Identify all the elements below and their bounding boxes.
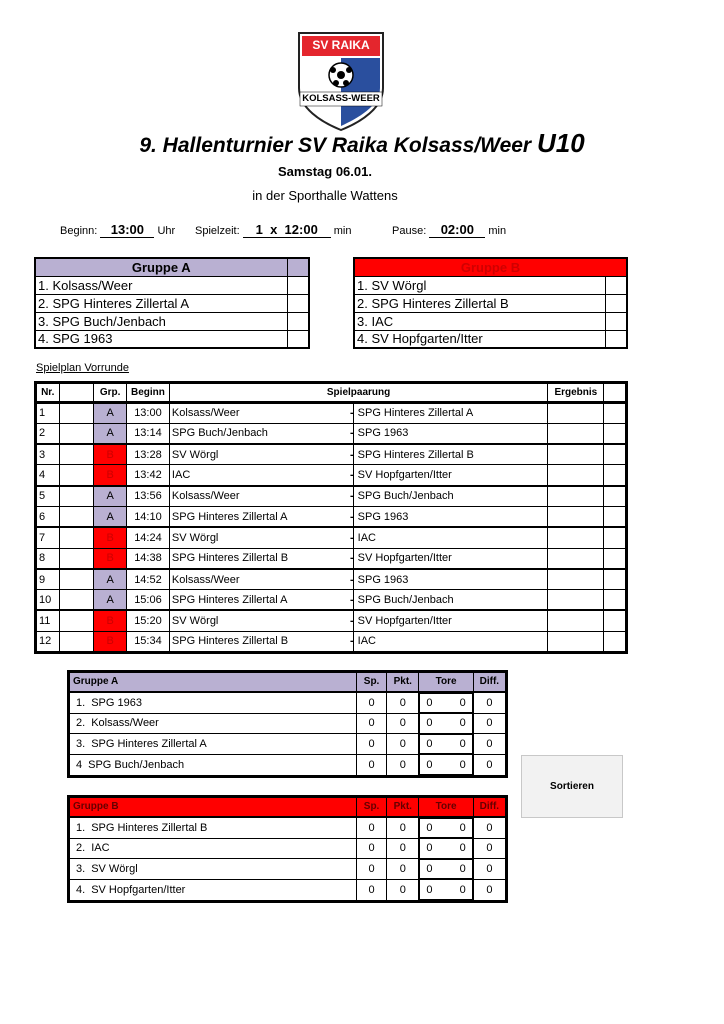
standings-team: SV Wörgl xyxy=(91,862,138,875)
standings-goals: 0 xyxy=(459,862,466,875)
standings-team-cell xyxy=(69,859,357,880)
match-result[interactable] xyxy=(548,548,604,569)
match-home: SPG Hinteres Zillertal B xyxy=(169,631,353,652)
pause-label: Pause: xyxy=(392,225,427,237)
standings-diff: 0 xyxy=(473,734,506,755)
event-date: Samstag 06.01. xyxy=(278,164,372,179)
match-result[interactable] xyxy=(548,444,604,465)
match-result-extra[interactable] xyxy=(604,610,627,631)
standings-team: SPG 1963 xyxy=(91,696,142,709)
match-blank xyxy=(59,548,94,569)
match-blank xyxy=(59,465,94,486)
match-home: SV Wörgl xyxy=(169,610,353,631)
match-time: 14:52 xyxy=(126,569,169,590)
match-group: A xyxy=(94,506,127,527)
match-away xyxy=(349,610,547,631)
standings-b-title: Gruppe B xyxy=(69,797,357,817)
match-nr: 4 xyxy=(36,465,60,486)
pause-value: 02:00 xyxy=(429,222,485,238)
match-home: Kolsass/Weer xyxy=(169,569,353,590)
standings-sp: 0 xyxy=(356,734,386,755)
match-blank xyxy=(59,403,94,424)
match-away-team: IAC xyxy=(357,635,376,648)
match-away xyxy=(349,569,547,590)
match-away xyxy=(349,590,547,611)
match-away xyxy=(349,465,547,486)
standings-team: SV Hopfgarten/Itter xyxy=(91,883,186,896)
match-nr: 10 xyxy=(36,590,60,611)
match-home: SPG Hinteres Zillertal A xyxy=(169,590,353,611)
standings-team: SPG Buch/Jenbach xyxy=(88,758,185,771)
standings-rank: 2. xyxy=(76,717,86,730)
standings-team-cell xyxy=(69,754,357,776)
match-nr: 6 xyxy=(36,506,60,527)
match-result[interactable] xyxy=(548,527,604,548)
logo-top-text: SV RAIKA xyxy=(312,38,370,52)
title-main: 9. Hallenturnier SV Raika Kolsass/Weer xyxy=(139,134,532,157)
col-nr: Nr. xyxy=(36,383,60,403)
match-result-extra[interactable] xyxy=(604,506,627,527)
spielzeit-x: x xyxy=(270,222,278,237)
match-away xyxy=(349,423,547,444)
schedule-table xyxy=(34,381,628,654)
standings-tore xyxy=(419,818,472,839)
club-logo xyxy=(296,30,386,132)
match-home: SV Wörgl xyxy=(169,527,353,548)
match-time: 13:28 xyxy=(126,444,169,465)
standings-goals: 0 xyxy=(426,758,433,771)
standings-diff: 0 xyxy=(473,713,506,734)
match-group: A xyxy=(94,403,127,424)
match-result-extra[interactable] xyxy=(604,465,627,486)
col-beginn: Beginn xyxy=(126,383,169,403)
match-blank xyxy=(59,527,94,548)
standings-goals: 0 xyxy=(426,821,433,834)
match-time: 13:42 xyxy=(126,465,169,486)
standings-sp: 0 xyxy=(356,879,386,901)
standings-team-cell xyxy=(69,817,357,839)
standings-team-cell xyxy=(69,734,357,755)
match-time: 14:24 xyxy=(126,527,169,548)
col-empty xyxy=(604,383,627,403)
match-result-extra[interactable] xyxy=(604,548,627,569)
col-sp: Sp. xyxy=(356,797,386,817)
beginn-label: Beginn: xyxy=(60,225,98,237)
match-result[interactable] xyxy=(548,486,604,507)
match-away xyxy=(349,444,547,465)
group-a-cell xyxy=(287,330,309,348)
match-time: 14:38 xyxy=(126,548,169,569)
standings-tore xyxy=(419,713,472,734)
match-separator: - xyxy=(349,635,354,648)
match-away xyxy=(349,631,547,652)
group-b-list xyxy=(353,257,628,349)
col-diff: Diff. xyxy=(473,672,506,692)
match-blank xyxy=(59,423,94,444)
standings-goals: 0 xyxy=(459,737,466,750)
match-time: 15:20 xyxy=(126,610,169,631)
match-group: B xyxy=(94,631,127,652)
match-separator: - xyxy=(349,448,354,461)
match-away-team: SV Hopfgarten/Itter xyxy=(357,615,452,628)
match-blank xyxy=(59,444,94,465)
standings-group-a xyxy=(67,670,508,778)
standings-goals: 0 xyxy=(426,696,433,709)
match-group: B xyxy=(94,610,127,631)
standings-tore xyxy=(419,859,472,880)
match-result-extra[interactable] xyxy=(604,403,627,424)
standings-goals: 0 xyxy=(426,883,433,896)
col-diff: Diff. xyxy=(473,797,506,817)
match-separator: - xyxy=(349,531,354,544)
match-group: A xyxy=(94,569,127,590)
standings-rank: 3. xyxy=(76,862,86,875)
match-nr: 12 xyxy=(36,631,60,652)
col-pkt: Pkt. xyxy=(387,797,419,817)
standings-pkt: 0 xyxy=(387,713,419,734)
group-b-team: 1. SV Wörgl xyxy=(354,276,605,294)
match-separator: - xyxy=(349,427,354,440)
match-away xyxy=(349,506,547,527)
standings-sp: 0 xyxy=(356,754,386,776)
match-time: 15:06 xyxy=(126,590,169,611)
match-separator: - xyxy=(349,469,354,482)
standings-team: IAC xyxy=(91,842,110,855)
match-row xyxy=(36,444,627,465)
match-group: B xyxy=(94,548,127,569)
spielzeit-value-box xyxy=(243,222,331,238)
match-result-extra[interactable] xyxy=(604,631,627,652)
match-away xyxy=(349,403,547,424)
standings-goals: 0 xyxy=(459,883,466,896)
standings-diff: 0 xyxy=(473,859,506,880)
standings-diff: 0 xyxy=(473,879,506,901)
match-row xyxy=(36,590,627,611)
match-nr: 11 xyxy=(36,610,60,631)
match-nr: 2 xyxy=(36,423,60,444)
group-b-team: 4. SV Hopfgarten/Itter xyxy=(354,330,605,348)
standings-row xyxy=(69,817,507,839)
standings-a-title: Gruppe A xyxy=(69,672,357,692)
match-result[interactable] xyxy=(548,423,604,444)
match-nr: 7 xyxy=(36,527,60,548)
match-away-team: SPG Hinteres Zillertal B xyxy=(357,448,474,461)
standings-rank: 2. xyxy=(76,842,86,855)
standings-goals: 0 xyxy=(459,842,466,855)
standings-goals: 0 xyxy=(426,737,433,750)
group-a-team: 2. SPG Hinteres Zillertal A xyxy=(35,294,287,312)
match-away xyxy=(349,548,547,569)
standings-pkt: 0 xyxy=(387,692,419,714)
match-row xyxy=(36,569,627,590)
standings-group-b xyxy=(67,795,508,903)
group-b-team: 2. SPG Hinteres Zillertal B xyxy=(354,294,605,312)
match-away-team: SPG 1963 xyxy=(357,510,409,523)
match-away-team: SPG 1963 xyxy=(357,573,409,586)
match-home: SV Wörgl xyxy=(169,444,353,465)
match-time: 13:00 xyxy=(126,403,169,424)
beginn-value: 13:00 xyxy=(100,222,154,238)
match-blank xyxy=(59,590,94,611)
match-blank xyxy=(59,506,94,527)
match-time: 13:14 xyxy=(126,423,169,444)
col-empty xyxy=(59,383,94,403)
pause-info xyxy=(392,222,506,238)
event-venue: in der Sporthalle Wattens xyxy=(252,188,398,203)
match-row xyxy=(36,486,627,507)
match-nr: 8 xyxy=(36,548,60,569)
standings-goals: 0 xyxy=(426,717,433,730)
match-result[interactable] xyxy=(548,569,604,590)
standings-diff: 0 xyxy=(473,838,506,859)
sort-button[interactable]: Sortieren xyxy=(521,755,623,818)
match-result-extra[interactable] xyxy=(604,590,627,611)
col-tore: Tore xyxy=(419,797,473,817)
standings-diff: 0 xyxy=(473,692,506,714)
match-separator: - xyxy=(349,490,354,503)
group-a-cell xyxy=(287,294,309,312)
col-pairing: Spielpaarung xyxy=(169,383,547,403)
group-a-list xyxy=(34,257,310,349)
standings-tore xyxy=(419,734,472,755)
group-a-team: 4. SPG 1963 xyxy=(35,330,287,348)
standings-tore xyxy=(419,693,472,714)
match-separator: - xyxy=(349,552,354,565)
standings-goals: 0 xyxy=(459,717,466,730)
match-nr: 5 xyxy=(36,486,60,507)
match-blank xyxy=(59,569,94,590)
standings-pkt: 0 xyxy=(387,754,419,776)
standings-team: SPG Hinteres Zillertal A xyxy=(91,737,207,750)
match-row xyxy=(36,403,627,424)
spielzeit-value: 12:00 xyxy=(284,222,318,237)
match-time: 13:56 xyxy=(126,486,169,507)
standings-row xyxy=(69,754,507,776)
standings-team-cell xyxy=(69,879,357,901)
pause-unit: min xyxy=(488,225,507,237)
standings-sp: 0 xyxy=(356,817,386,839)
match-home: SPG Hinteres Zillertal A xyxy=(169,506,353,527)
match-result[interactable] xyxy=(548,465,604,486)
group-b-cell xyxy=(605,276,627,294)
group-a-cell xyxy=(287,276,309,294)
col-sp: Sp. xyxy=(356,672,386,692)
match-group: B xyxy=(94,444,127,465)
match-nr: 3 xyxy=(36,444,60,465)
match-row xyxy=(36,527,627,548)
page-title xyxy=(0,128,724,159)
col-result: Ergebnis xyxy=(548,383,604,403)
match-result-extra[interactable] xyxy=(604,444,627,465)
match-blank xyxy=(59,486,94,507)
match-home: SPG Buch/Jenbach xyxy=(169,423,353,444)
match-result-extra[interactable] xyxy=(604,423,627,444)
standings-goals: 0 xyxy=(459,696,466,709)
standings-tore xyxy=(419,879,472,900)
match-row xyxy=(36,506,627,527)
standings-rank: 4 xyxy=(76,758,83,771)
match-group: B xyxy=(94,465,127,486)
standings-row xyxy=(69,734,507,755)
match-away-team: SPG 1963 xyxy=(357,427,409,440)
title-age: U10 xyxy=(536,128,585,158)
match-group: A xyxy=(94,486,127,507)
match-result[interactable] xyxy=(548,506,604,527)
standings-pkt: 0 xyxy=(387,879,419,901)
group-b-cell xyxy=(605,330,627,348)
standings-team-cell xyxy=(69,713,357,734)
beginn-unit: Uhr xyxy=(157,225,176,237)
match-home: IAC xyxy=(169,465,353,486)
standings-sp: 0 xyxy=(356,838,386,859)
match-away-team: SPG Buch/Jenbach xyxy=(357,490,454,503)
spielzeit-count: 1 xyxy=(255,222,263,237)
match-blank xyxy=(59,631,94,652)
match-row xyxy=(36,465,627,486)
match-nr: 9 xyxy=(36,569,60,590)
group-b-cell xyxy=(605,312,627,330)
standings-diff: 0 xyxy=(473,817,506,839)
standings-row xyxy=(69,859,507,880)
standings-pkt: 0 xyxy=(387,817,419,839)
match-away-team: IAC xyxy=(357,531,376,544)
standings-team-cell xyxy=(69,838,357,859)
spielplan-label: Spielplan Vorrunde xyxy=(36,362,129,374)
standings-diff: 0 xyxy=(473,754,506,776)
standings-pkt: 0 xyxy=(387,734,419,755)
group-b-team: 3. IAC xyxy=(354,312,605,330)
match-group: A xyxy=(94,590,127,611)
match-row xyxy=(36,631,627,652)
col-pkt: Pkt. xyxy=(387,672,419,692)
group-a-header-cell xyxy=(287,258,309,276)
match-group: B xyxy=(94,527,127,548)
match-home: Kolsass/Weer xyxy=(169,486,353,507)
standings-goals: 0 xyxy=(426,842,433,855)
standings-goals: 0 xyxy=(426,862,433,875)
match-separator: - xyxy=(349,407,354,420)
match-row xyxy=(36,548,627,569)
standings-tore xyxy=(419,838,472,859)
match-separator: - xyxy=(349,573,354,586)
group-b-cell xyxy=(605,294,627,312)
standings-tore xyxy=(419,754,472,775)
group-a-title: Gruppe A xyxy=(35,258,287,276)
match-row xyxy=(36,423,627,444)
spielzeit-info xyxy=(195,222,352,238)
match-result[interactable] xyxy=(548,631,604,652)
group-a-team: 3. SPG Buch/Jenbach xyxy=(35,312,287,330)
match-group: A xyxy=(94,423,127,444)
group-a-cell xyxy=(287,312,309,330)
standings-sp: 0 xyxy=(356,859,386,880)
standings-team-cell xyxy=(69,692,357,714)
group-b-title: Gruppe B xyxy=(354,258,627,276)
match-away-team: SPG Hinteres Zillertal A xyxy=(357,407,474,420)
match-away-team: SPG Buch/Jenbach xyxy=(357,593,454,606)
match-result[interactable] xyxy=(548,610,604,631)
match-result-extra[interactable] xyxy=(604,486,627,507)
standings-rank: 1. xyxy=(76,821,86,834)
match-result[interactable] xyxy=(548,403,604,424)
standings-row xyxy=(69,838,507,859)
match-nr: 1 xyxy=(36,403,60,424)
standings-row xyxy=(69,879,507,901)
standings-team: SPG Hinteres Zillertal B xyxy=(91,821,208,834)
match-home: Kolsass/Weer xyxy=(169,403,353,424)
spielzeit-label: Spielzeit: xyxy=(195,225,240,237)
col-grp: Grp. xyxy=(94,383,127,403)
standings-pkt: 0 xyxy=(387,838,419,859)
match-away xyxy=(349,527,547,548)
match-blank xyxy=(59,610,94,631)
standings-row xyxy=(69,713,507,734)
match-result-extra[interactable] xyxy=(604,527,627,548)
beginn-info xyxy=(60,222,175,238)
match-result-extra[interactable] xyxy=(604,569,627,590)
match-separator: - xyxy=(349,593,354,606)
match-time: 14:10 xyxy=(126,506,169,527)
standings-row xyxy=(69,692,507,714)
match-time: 15:34 xyxy=(126,631,169,652)
match-separator: - xyxy=(349,510,354,523)
standings-goals: 0 xyxy=(459,758,466,771)
standings-goals: 0 xyxy=(459,821,466,834)
col-tore: Tore xyxy=(419,672,473,692)
standings-team: Kolsass/Weer xyxy=(91,717,159,730)
standings-rank: 1. xyxy=(76,696,86,709)
standings-sp: 0 xyxy=(356,692,386,714)
standings-pkt: 0 xyxy=(387,859,419,880)
match-away-team: SV Hopfgarten/Itter xyxy=(357,469,452,482)
match-away-team: SV Hopfgarten/Itter xyxy=(357,552,452,565)
match-row xyxy=(36,610,627,631)
standings-sp: 0 xyxy=(356,713,386,734)
spielzeit-unit: min xyxy=(333,225,352,237)
standings-rank: 4. xyxy=(76,883,86,896)
group-a-team: 1. Kolsass/Weer xyxy=(35,276,287,294)
match-away xyxy=(349,486,547,507)
match-result[interactable] xyxy=(548,590,604,611)
standings-rank: 3. xyxy=(76,737,86,750)
match-home: SPG Hinteres Zillertal B xyxy=(169,548,353,569)
logo-bottom-text: KOLSASS-WEER xyxy=(302,93,380,104)
match-separator: - xyxy=(349,615,354,628)
